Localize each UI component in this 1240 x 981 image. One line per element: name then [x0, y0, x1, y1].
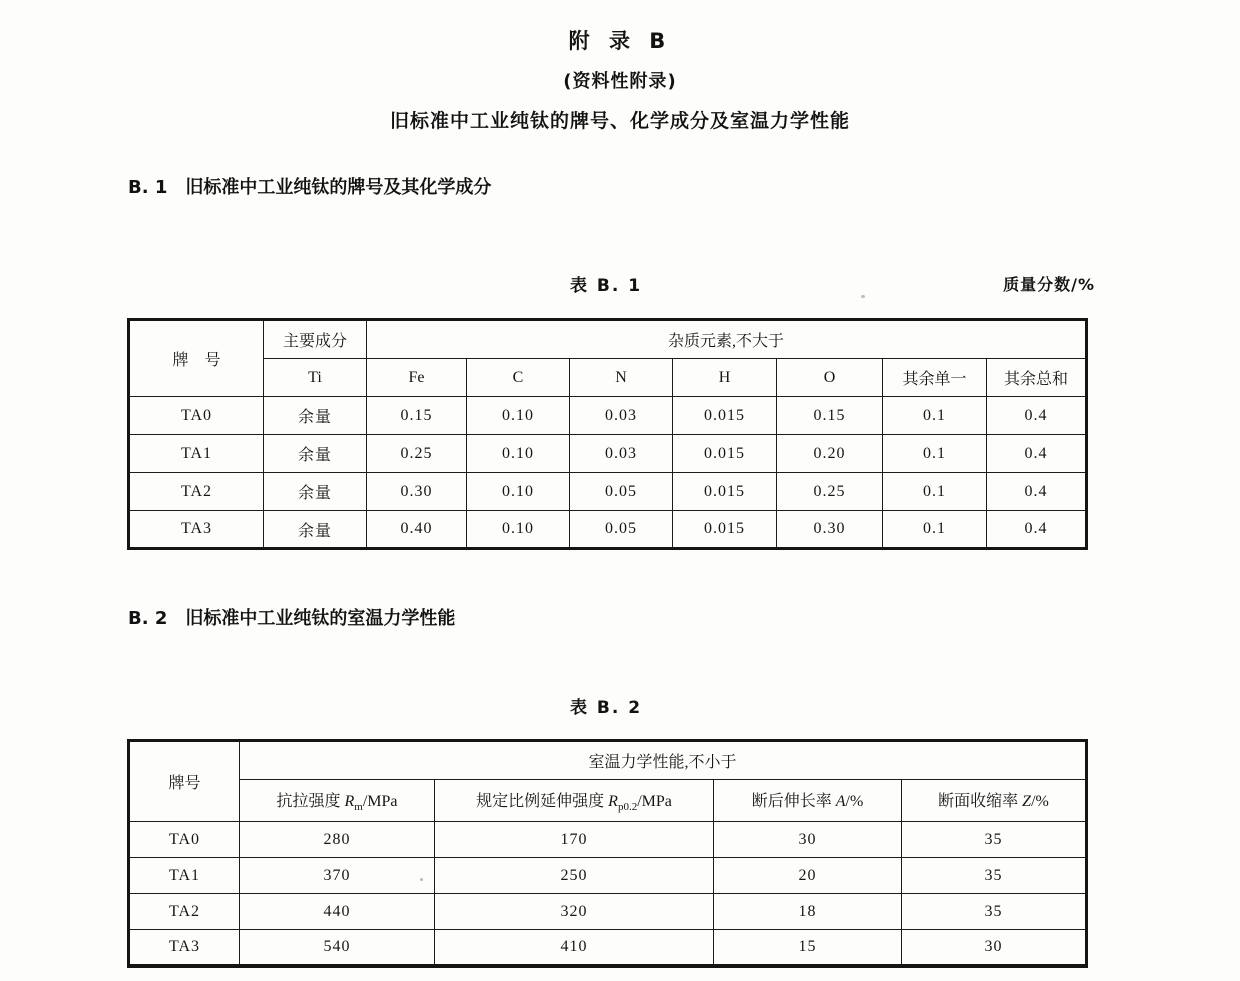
table-cell: 0.4: [987, 397, 1087, 435]
table-b1: [127, 318, 1088, 550]
table-cell: 余量: [264, 397, 367, 435]
table-cell: 0.30: [367, 473, 467, 511]
table-cell: 0.10: [467, 397, 570, 435]
table-b1-header-c: C: [467, 359, 570, 397]
appendix-title: 附 录 B: [568, 29, 672, 53]
table-cell: 余量: [264, 435, 367, 473]
table-b2-header-group: 室温力学性能,不小于: [240, 741, 1087, 780]
table-b1-header-h: H: [673, 359, 777, 397]
table-b1-header-o: O: [777, 359, 883, 397]
table-b1-header-row-1: [129, 320, 1087, 359]
table-row: [129, 511, 1087, 549]
table-b2-caption-row: [127, 693, 1085, 717]
table-b1-header-ti: Ti: [264, 359, 367, 397]
section-b1-heading: [128, 173, 491, 199]
table-cell: 0.30: [777, 511, 883, 549]
table-cell: TA1: [129, 858, 240, 894]
table-cell: TA0: [129, 397, 264, 435]
table-cell: 0.25: [777, 473, 883, 511]
table-row: [129, 930, 1087, 966]
scan-speck: [420, 878, 423, 881]
table-cell: 20: [714, 858, 902, 894]
table-b1-header-row-2: [129, 359, 1087, 397]
table-cell: 30: [902, 930, 1087, 966]
table-cell: 0.015: [673, 511, 777, 549]
table-cell: 0.4: [987, 473, 1087, 511]
table-cell: 0.25: [367, 435, 467, 473]
table-b2-header-reduction: 断面收缩率 Z/%: [902, 780, 1087, 822]
table-cell: 250: [435, 858, 714, 894]
table-cell: 0.15: [367, 397, 467, 435]
section-b2-heading: [128, 604, 455, 630]
table-cell: 0.4: [987, 435, 1087, 473]
table-b2-header-grade: 牌号: [129, 741, 240, 822]
table-b2-caption: 表 B. 2: [569, 698, 643, 718]
table-b2: [127, 739, 1088, 968]
section-b2-number: B. 2: [128, 608, 168, 629]
table-b1-header-grade: 牌 号: [129, 320, 264, 397]
scan-speck: [861, 295, 865, 298]
table-row: [129, 397, 1087, 435]
table-cell: 0.10: [467, 511, 570, 549]
table-cell: 410: [435, 930, 714, 966]
table-cell: 0.05: [570, 511, 673, 549]
table-cell: 170: [435, 822, 714, 858]
table-cell: 18: [714, 894, 902, 930]
table-b1-caption-row: [127, 271, 1095, 296]
table-b2-header-row-1: [129, 741, 1087, 780]
table-cell: TA2: [129, 473, 264, 511]
section-b2-title: 旧标准中工业纯钛的室温力学性能: [185, 608, 456, 629]
table-cell: 0.20: [777, 435, 883, 473]
table-cell: 0.1: [883, 473, 987, 511]
table-cell: TA0: [129, 822, 240, 858]
table-b2-header-rp02: 规定比例延伸强度 $R_{p0.2}$/MPa: [435, 780, 714, 822]
table-b1-header-fe: Fe: [367, 359, 467, 397]
table-cell: 440: [240, 894, 435, 930]
table-row: [129, 894, 1087, 930]
table-cell: 0.015: [673, 397, 777, 435]
table-row: [129, 435, 1087, 473]
table-b1-header-other-single: 其余单一: [883, 359, 987, 397]
table-b1-header-other-total: 其余总和: [987, 359, 1087, 397]
table-cell: 370: [240, 858, 435, 894]
table-row: [129, 822, 1087, 858]
table-cell: 0.03: [570, 435, 673, 473]
table-b1-header-n: N: [570, 359, 673, 397]
table-cell: 0.015: [673, 473, 777, 511]
table-cell: TA3: [129, 930, 240, 966]
table-cell: 0.15: [777, 397, 883, 435]
appendix-subject: 旧标准中工业纯钛的牌号、化学成分及室温力学性能: [389, 110, 850, 132]
table-cell: 0.40: [367, 511, 467, 549]
table-cell: 280: [240, 822, 435, 858]
table-row: [129, 473, 1087, 511]
table-cell: 0.015: [673, 435, 777, 473]
table-b1-caption: 表 B. 1: [569, 276, 643, 296]
table-cell: 0.1: [883, 511, 987, 549]
title-block: [0, 25, 1240, 133]
section-b1-title: 旧标准中工业纯钛的牌号及其化学成分: [185, 177, 492, 198]
table-cell: TA3: [129, 511, 264, 549]
table-cell: 0.1: [883, 397, 987, 435]
appendix-note: (资料性附录): [563, 71, 677, 92]
table-cell: 0.1: [883, 435, 987, 473]
table-b2-header-row-2: [129, 780, 1087, 822]
table-cell: 320: [435, 894, 714, 930]
table-cell: 余量: [264, 473, 367, 511]
table-cell: 余量: [264, 511, 367, 549]
table-b2-header-rm: 抗拉强度 $R_m$/MPa: [240, 780, 435, 822]
table-row: [129, 858, 1087, 894]
table-cell: TA1: [129, 435, 264, 473]
table-b1-unit-label: 质量分数/%: [1003, 275, 1095, 294]
table-b1-header-main-component: 主要成分: [264, 320, 367, 359]
table-cell: 0.4: [987, 511, 1087, 549]
table-cell: 0.03: [570, 397, 673, 435]
table-cell: 35: [902, 822, 1087, 858]
table-cell: 30: [714, 822, 902, 858]
table-cell: 15: [714, 930, 902, 966]
section-b1-number: B. 1: [128, 177, 168, 198]
table-cell: 35: [902, 858, 1087, 894]
table-cell: 35: [902, 894, 1087, 930]
table-cell: TA2: [129, 894, 240, 930]
table-cell: 0.05: [570, 473, 673, 511]
table-cell: 0.10: [467, 435, 570, 473]
table-b1-header-impurities: 杂质元素,不大于: [367, 320, 1087, 359]
table-cell: 540: [240, 930, 435, 966]
table-cell: 0.10: [467, 473, 570, 511]
table-b2-header-elongation: 断后伸长率 A/%: [714, 780, 902, 822]
